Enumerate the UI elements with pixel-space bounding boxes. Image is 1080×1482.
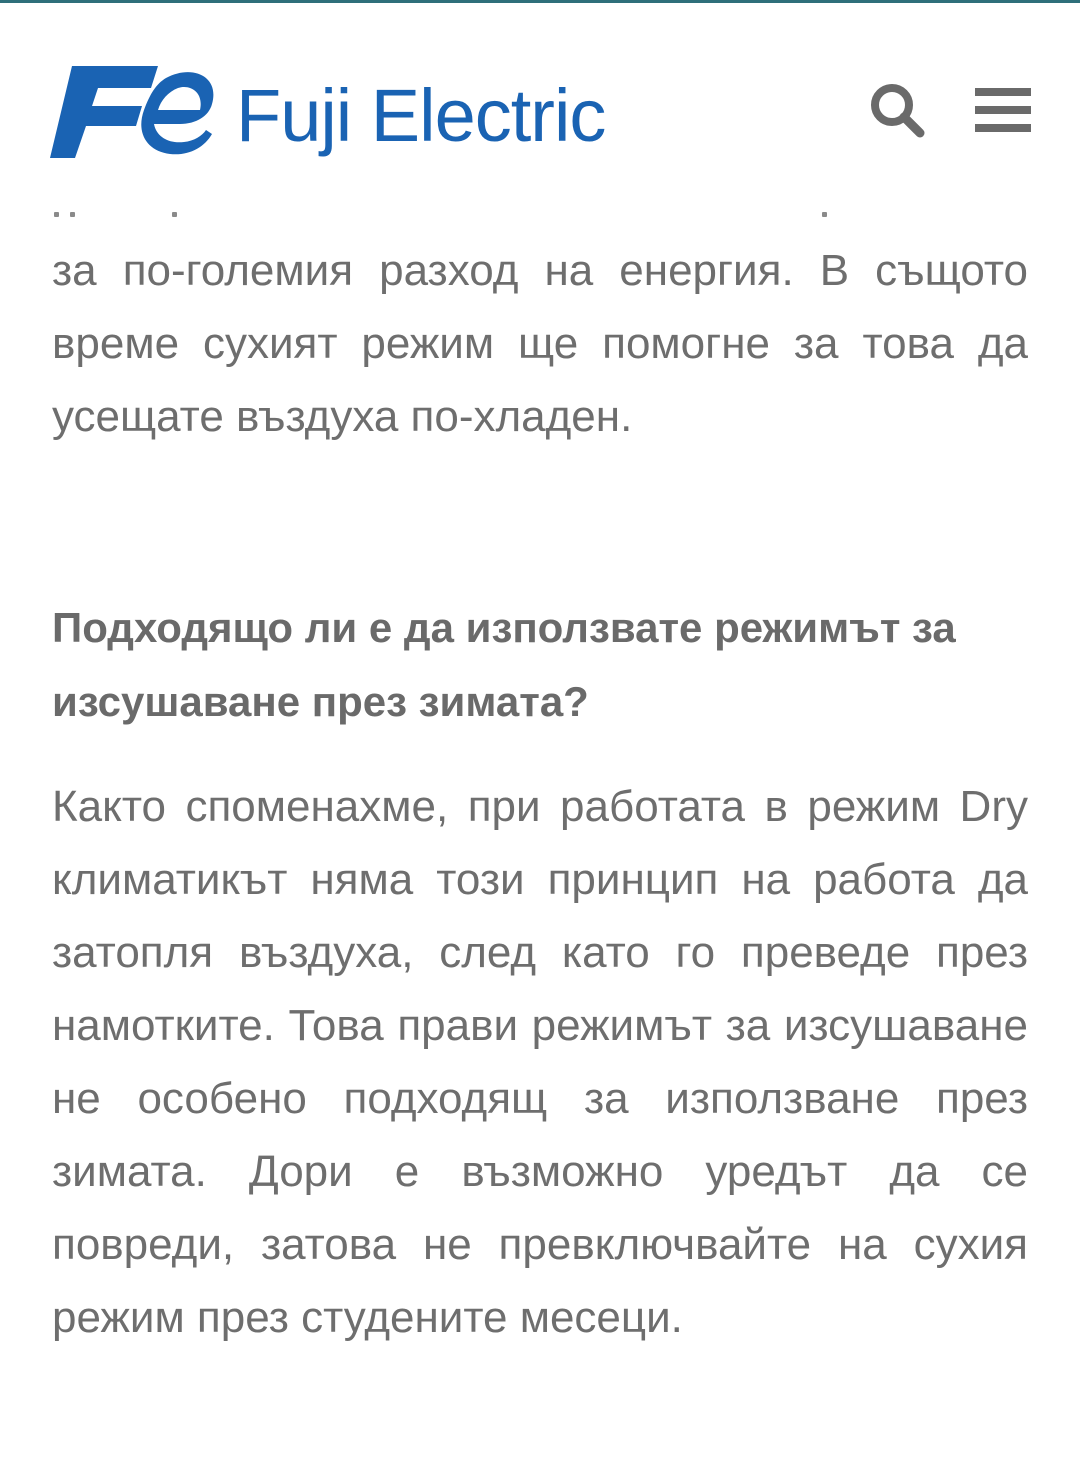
menu-button[interactable]: [968, 75, 1038, 145]
search-button[interactable]: [862, 75, 932, 145]
site-header: [0, 3, 1080, 193]
fuji-electric-logo-link[interactable]: [50, 58, 670, 168]
section-heading: Подходящо ли е да използвате режимът за изсушаване през зимата?: [52, 604, 956, 725]
hamburger-menu-icon: [975, 85, 1031, 135]
article-paragraph: Както споменахме, при работата в режим Dry климатикът няма този принцип на работа да затопля въздуха, след като го преведе през намотките. Това прави режимът за изсушаване не особено подходящ за използване през зимата. Дори е възможно уредът да се повреди, затова не превключвайте на сухия режим през студените месеци.: [52, 782, 1028, 1342]
clipped-text-line: [52, 196, 1028, 220]
fuji-electric-fe-logo-icon: [50, 58, 220, 168]
search-icon: [867, 80, 927, 140]
article-paragraph: за по-големия разход на енергия. В същото време сухият режим ще помогне за това да усещате въздуха по-хладен.: [52, 246, 1028, 441]
brand-name: Fuji Electric: [236, 74, 606, 157]
